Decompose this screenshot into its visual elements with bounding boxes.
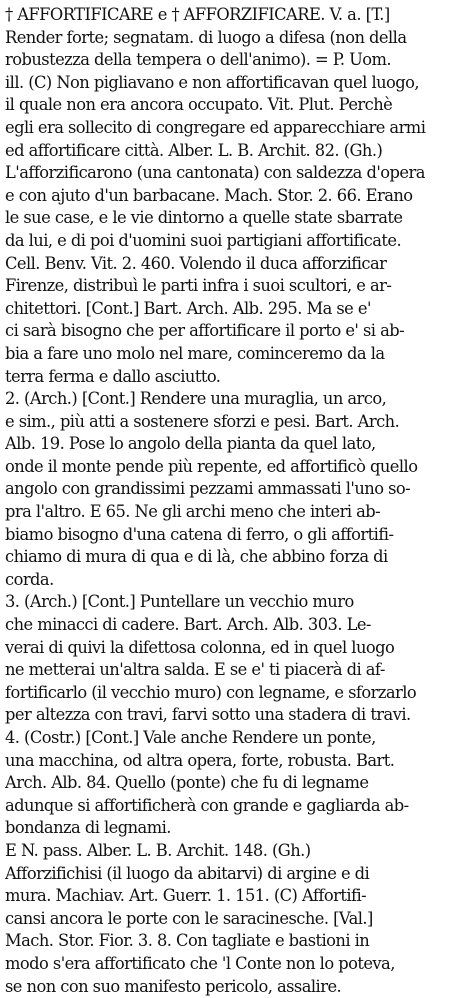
passive-form-start-line: E N. pass. Alber. L. B. Archit. 148. (Gh.) xyxy=(5,840,311,860)
entry-text-line: per altezza con travi, farvi sotto una stadera di travi. xyxy=(5,705,411,725)
entry-text-line: fortificarlo (il vecchio muro) con legname, e sforzarlo xyxy=(5,682,417,702)
entry-text-line: Cell. Benv. Vit. 2. 460. Volendo il duca afforzificar xyxy=(5,253,387,273)
entry-text-line: cansi ancora le porte con le saracinesche. [Val.] xyxy=(5,908,373,928)
entry-text-line: che minacci di cadere. Bart. Arch. Alb. 303. Le- xyxy=(5,615,371,635)
entry-text-line: pra l'altro. E 65. Ne gli archi meno che interi ab- xyxy=(5,502,381,522)
entry-text-line: il quale non era ancora occupato. Vit. Plut. Perchè xyxy=(5,95,393,115)
entry-text-line: onde il monte pende più repente, ed affortificò quello xyxy=(5,456,418,476)
entry-text-line: Alb. 19. Pose lo angolo della pianta da quel lato, xyxy=(5,434,376,454)
entry-text-line: ill. (C) Non pigliavano e non affortificavan quel luogo, xyxy=(5,72,420,92)
entry-text-line: ci sarà bisogno che per affortificare il porto e' si ab- xyxy=(5,321,405,341)
entry-text-line: mura. Machiav. Art. Guerr. 1. 151. (C) Affortifi- xyxy=(5,886,367,906)
entry-text-line: ne metterai un'altra salda. E se e' ti piacerà di af- xyxy=(5,660,385,680)
entry-text-line: una macchina, od altra opera, forte, robusta. Bart. xyxy=(5,750,395,770)
entry-text-line: robustezza della tempera o dell'animo). = P. Uom. xyxy=(5,50,392,70)
entry-text-line: angolo con grandissimi pezzami ammassati l'uno so- xyxy=(5,479,411,499)
entry-text-line: da lui, e di poi d'uomini suoi partigiani affortificate. xyxy=(5,230,402,250)
entry-text-line: se non con suo manifesto pericolo, assalire. xyxy=(5,976,342,996)
entry-text-line: egli era sollecito di congregare ed apparecchiare armi xyxy=(5,117,426,137)
entry-text-line: bia a fare uno molo nel mare, cominceremo da la xyxy=(5,343,385,363)
entry-text-line: Afforzifichisi (il luogo da abitarvi) di argine e di xyxy=(5,863,370,883)
entry-text-line: modo s'era affortificato che 'l Conte non lo poteva, xyxy=(5,953,395,973)
entry-text-line: Mach. Stor. Fior. 3. 8. Con tagliate e bastioni in xyxy=(5,931,370,951)
entry-headword-line: † AFFORTIFICARE e † AFFORZIFICARE. V. a. [T.] xyxy=(5,5,390,24)
entry-text-line: e sim., più atti a sostenere sforzi e pesi. Bart. Arch. xyxy=(5,411,400,431)
entry-text-line: chitettori. [Cont.] Bart. Arch. Alb. 295. Ma se e' xyxy=(5,298,371,318)
entry-text-line: terra ferma e dallo asciutto. xyxy=(5,366,221,386)
entry-text-line: L'afforzificarono (una cantonata) con saldezza d'opera xyxy=(5,163,425,183)
entry-text-line: e con ajuto d'un barbacane. Mach. Stor. 2. 66. Erano xyxy=(5,185,413,205)
sense-4-start-line: 4. (Costr.) [Cont.] Vale anche Rendere un ponte, xyxy=(5,728,376,747)
entry-text-line: biamo bisogno d'una catena di ferro, o gli affortifi- xyxy=(5,524,394,544)
entry-text-line: bondanza di legnami. xyxy=(5,818,171,838)
entry-text-line: adunque si affortificherà con grande e gagliarda ab- xyxy=(5,795,409,815)
entry-text-line: Firenze, distribuì le parti infra i suoi scultori, e ar- xyxy=(5,276,392,296)
sense-3-start-line: 3. (Arch.) [Cont.] Puntellare un vecchio muro xyxy=(5,592,354,612)
entry-text-line: le sue case, e le vie dintorno a quelle state sbarrate xyxy=(5,208,403,228)
entry-text-line: chiamo di mura di qua e di là, che abbino forza di xyxy=(5,547,388,567)
entry-text-line: ed affortificare città. Alber. L. B. Archit. 82. (Gh.) xyxy=(5,140,383,160)
entry-affortificare xyxy=(5,4,464,998)
sense-2-start-line: 2. (Arch.) [Cont.] Rendere una muraglia, un arco, xyxy=(5,389,387,409)
entry-text-line: corda. xyxy=(5,569,54,589)
entry-text-line: verai di quivi la difettosa colonna, ed in quel luogo xyxy=(5,637,395,657)
entry-text-line: Arch. Alb. 84. Quello (ponte) che fu di legname xyxy=(5,773,369,793)
entry-text-line: Render forte; segnatam. di luogo a difesa (non della xyxy=(5,27,407,47)
